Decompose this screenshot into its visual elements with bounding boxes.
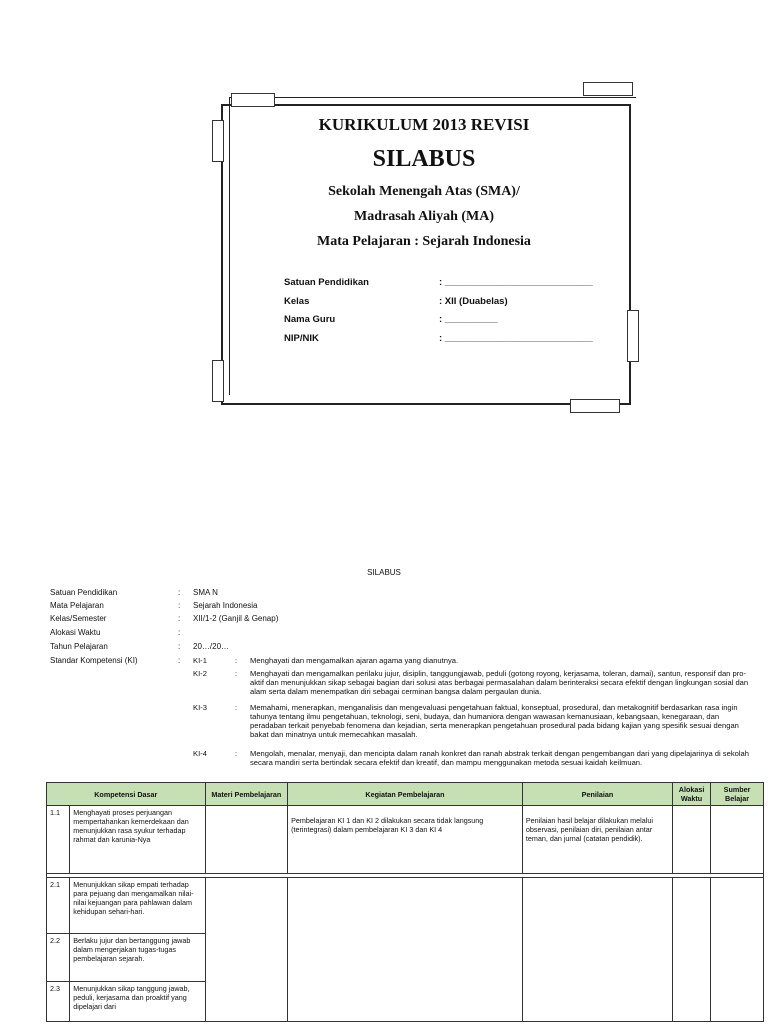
- table-header-row: [47, 783, 764, 806]
- meta-key: Standar Kompetensi (KI): [50, 656, 138, 665]
- cover-field: [284, 333, 624, 345]
- ki-colon: :: [235, 669, 238, 678]
- ki-item: [193, 703, 753, 743]
- frame-tab: [212, 360, 224, 402]
- meta-colon: :: [178, 614, 181, 623]
- meta-colon: :: [178, 588, 181, 597]
- ki-item: [193, 669, 753, 699]
- ki-text: Mengolah, menalar, menyaji, dan mencipta dalam ranah konkret dan ranah abstrak terkait dengan pengembangan dari yang dipelajarinya di sekolah secara mandiri serta bertindak secara efektif dan kreatif, dan mampu menggunakan metoda sesuai kaidah keilmuan.: [250, 749, 749, 767]
- meta-key: Kelas/Semester: [50, 614, 107, 623]
- meta-row: [50, 614, 750, 623]
- frame-tab: [583, 82, 633, 96]
- penilaian-cell: Penilaian hasil belajar dilakukan melalui observasi, penilaian diri, penilaian antar teman, dan jurnal (catatan pendidik).: [522, 806, 672, 874]
- kd-text: Menunjukkan sikap tanggung jawab, peduli, kerjasama dan proaktif yang dipelajari dari: [70, 982, 205, 1022]
- ki-text: Menghayati dan mengamalkan perilaku jujur, disiplin, tanggungjawab, peduli (gotong royong, kerjasama, toleran, damai), santun, responsif dan pro-aktif dan menunjukkan sikap sebagai bagian dari solusi atas berbagai permasalahan dalam berinteraksi secara efektif dengan lingkungan sosial dan alam serta dalam menempatkan diri sebagai cerminan bangsa dalam pergaulan dunia.: [250, 669, 749, 696]
- field-label: Kelas: [284, 296, 310, 307]
- header-penilaian: Penilaian: [522, 783, 672, 806]
- meta-colon: :: [178, 628, 181, 637]
- meta-key: Alokasi Waktu: [50, 628, 101, 637]
- meta-key: Satuan Pendidikan: [50, 588, 118, 597]
- field-label: NIP/NIK: [284, 333, 319, 344]
- ki-text: Memahami, menerapkan, menganalisis dan mengevaluasi pengetahuan faktual, konseptual, prosedural, dan metakognitif berdasarkan rasa ingin tahunya tentang ilmu pengetahuan, teknologi, seni, budaya, dan humaniora dengan wawasan kemanusiaan, kebangsaan, kenegaraan, dan peradaban terkait penyebab fenomena dan kejadian, serta menerapkan pengetahuan prosedural pada bidang kajian yang spesifik sesuai dengan bakat dan minatnya untuk memecahkan masalah.: [250, 703, 739, 739]
- cover-school-line2: Madrasah Aliyah (MA): [354, 209, 494, 224]
- field-value: : ____________________________: [439, 333, 593, 344]
- sumber-cell: [711, 806, 764, 874]
- ki-code: KI-3: [193, 703, 207, 712]
- cover-field: [284, 296, 624, 308]
- kd-number: 2.1: [47, 878, 70, 934]
- frame-tab: [570, 399, 620, 413]
- field-value: : ____________________________: [439, 277, 593, 288]
- field-label: Satuan Pendidikan: [284, 277, 369, 288]
- ki-text: Menghayati dan mengamalkan ajaran agama yang dianutnya.: [250, 656, 459, 665]
- alokasi-cell: [673, 806, 711, 874]
- kegiatan-cell: Pembelajaran KI 1 dan KI 2 dilakukan secara tidak langsung (terintegrasi) dalam pembelajaran KI 3 dan KI 4: [288, 806, 523, 874]
- meta-value: 20…/20…: [193, 642, 230, 651]
- meta-value: XII/1-2 (Ganjil & Genap): [193, 614, 279, 623]
- materi-cell: [205, 878, 287, 1022]
- meta-key: Tahun Pelajaran: [50, 642, 108, 651]
- meta-key: Mata Pelajaran: [50, 601, 104, 610]
- header-materi: Materi Pembelajaran: [205, 783, 287, 806]
- meta-value: Sejarah Indonesia: [193, 601, 258, 610]
- ki-colon: :: [235, 749, 238, 758]
- header-alokasi: Alokasi Waktu: [673, 783, 711, 806]
- kd-number: 2.2: [47, 934, 70, 982]
- kd-text: Menghayati proses perjuangan mempertahankan kemerdekaan dan menunjukkan rasa syukur terhadap rahmat dan karunia-Nya: [70, 806, 205, 874]
- penilaian-cell: [522, 878, 672, 1022]
- materi-cell: [205, 806, 287, 874]
- kegiatan-cell: [288, 878, 523, 1022]
- cover-curriculum: KURIKULUM 2013 REVISI: [318, 115, 530, 134]
- header-sumber: Sumber Belajar: [711, 783, 764, 806]
- cover-subject: Mata Pelajaran : Sejarah Indonesia: [317, 234, 531, 249]
- meta-row: [50, 588, 750, 597]
- silabus-title: SILABUS: [367, 568, 401, 577]
- silabus-table: [46, 782, 764, 1022]
- field-value: : XII (Duabelas): [439, 296, 508, 307]
- meta-colon: :: [178, 642, 181, 651]
- meta-value: SMA N: [193, 588, 218, 597]
- sumber-cell: [711, 878, 764, 1022]
- cover-title: SILABUS: [372, 146, 476, 172]
- meta-colon: :: [178, 601, 181, 610]
- table-row: [47, 878, 764, 934]
- kd-number: 1.1: [47, 806, 70, 874]
- header-kompetensi-dasar: Kompetensi Dasar: [47, 783, 206, 806]
- frame-tab: [627, 310, 639, 362]
- meta-row: [50, 601, 750, 610]
- ki-item: [193, 656, 753, 666]
- field-value: : __________: [439, 314, 498, 325]
- ki-code: KI-4: [193, 749, 207, 758]
- header-kegiatan: Kegiatan Pembelajaran: [288, 783, 523, 806]
- kd-text: Menunjukkan sikap empati terhadap para pejuang dan mengamalkan nilai-nilai kejuangan para pahlawan dalam kehidupan sehari-hari.: [70, 878, 205, 934]
- frame-tab: [231, 93, 275, 107]
- kd-text: Berlaku jujur dan bertanggung jawab dalam mengerjakan tugas-tugas pembelajaran sejarah.: [70, 934, 205, 982]
- field-label: Nama Guru: [284, 314, 336, 325]
- cover-field: [284, 277, 624, 289]
- kd-number: 2.3: [47, 982, 70, 1022]
- ki-code: KI-1: [193, 656, 207, 665]
- cover-field: [284, 314, 624, 326]
- ki-colon: :: [235, 703, 238, 712]
- ki-code: KI-2: [193, 669, 207, 678]
- cover-school-line1: Sekolah Menengah Atas (SMA)/: [328, 184, 520, 199]
- table-row: [47, 806, 764, 874]
- meta-row: [50, 642, 750, 651]
- meta-row: [50, 628, 750, 637]
- ki-colon: :: [235, 656, 238, 665]
- meta-colon: :: [178, 656, 181, 665]
- ki-item: [193, 749, 753, 769]
- alokasi-cell: [673, 878, 711, 1022]
